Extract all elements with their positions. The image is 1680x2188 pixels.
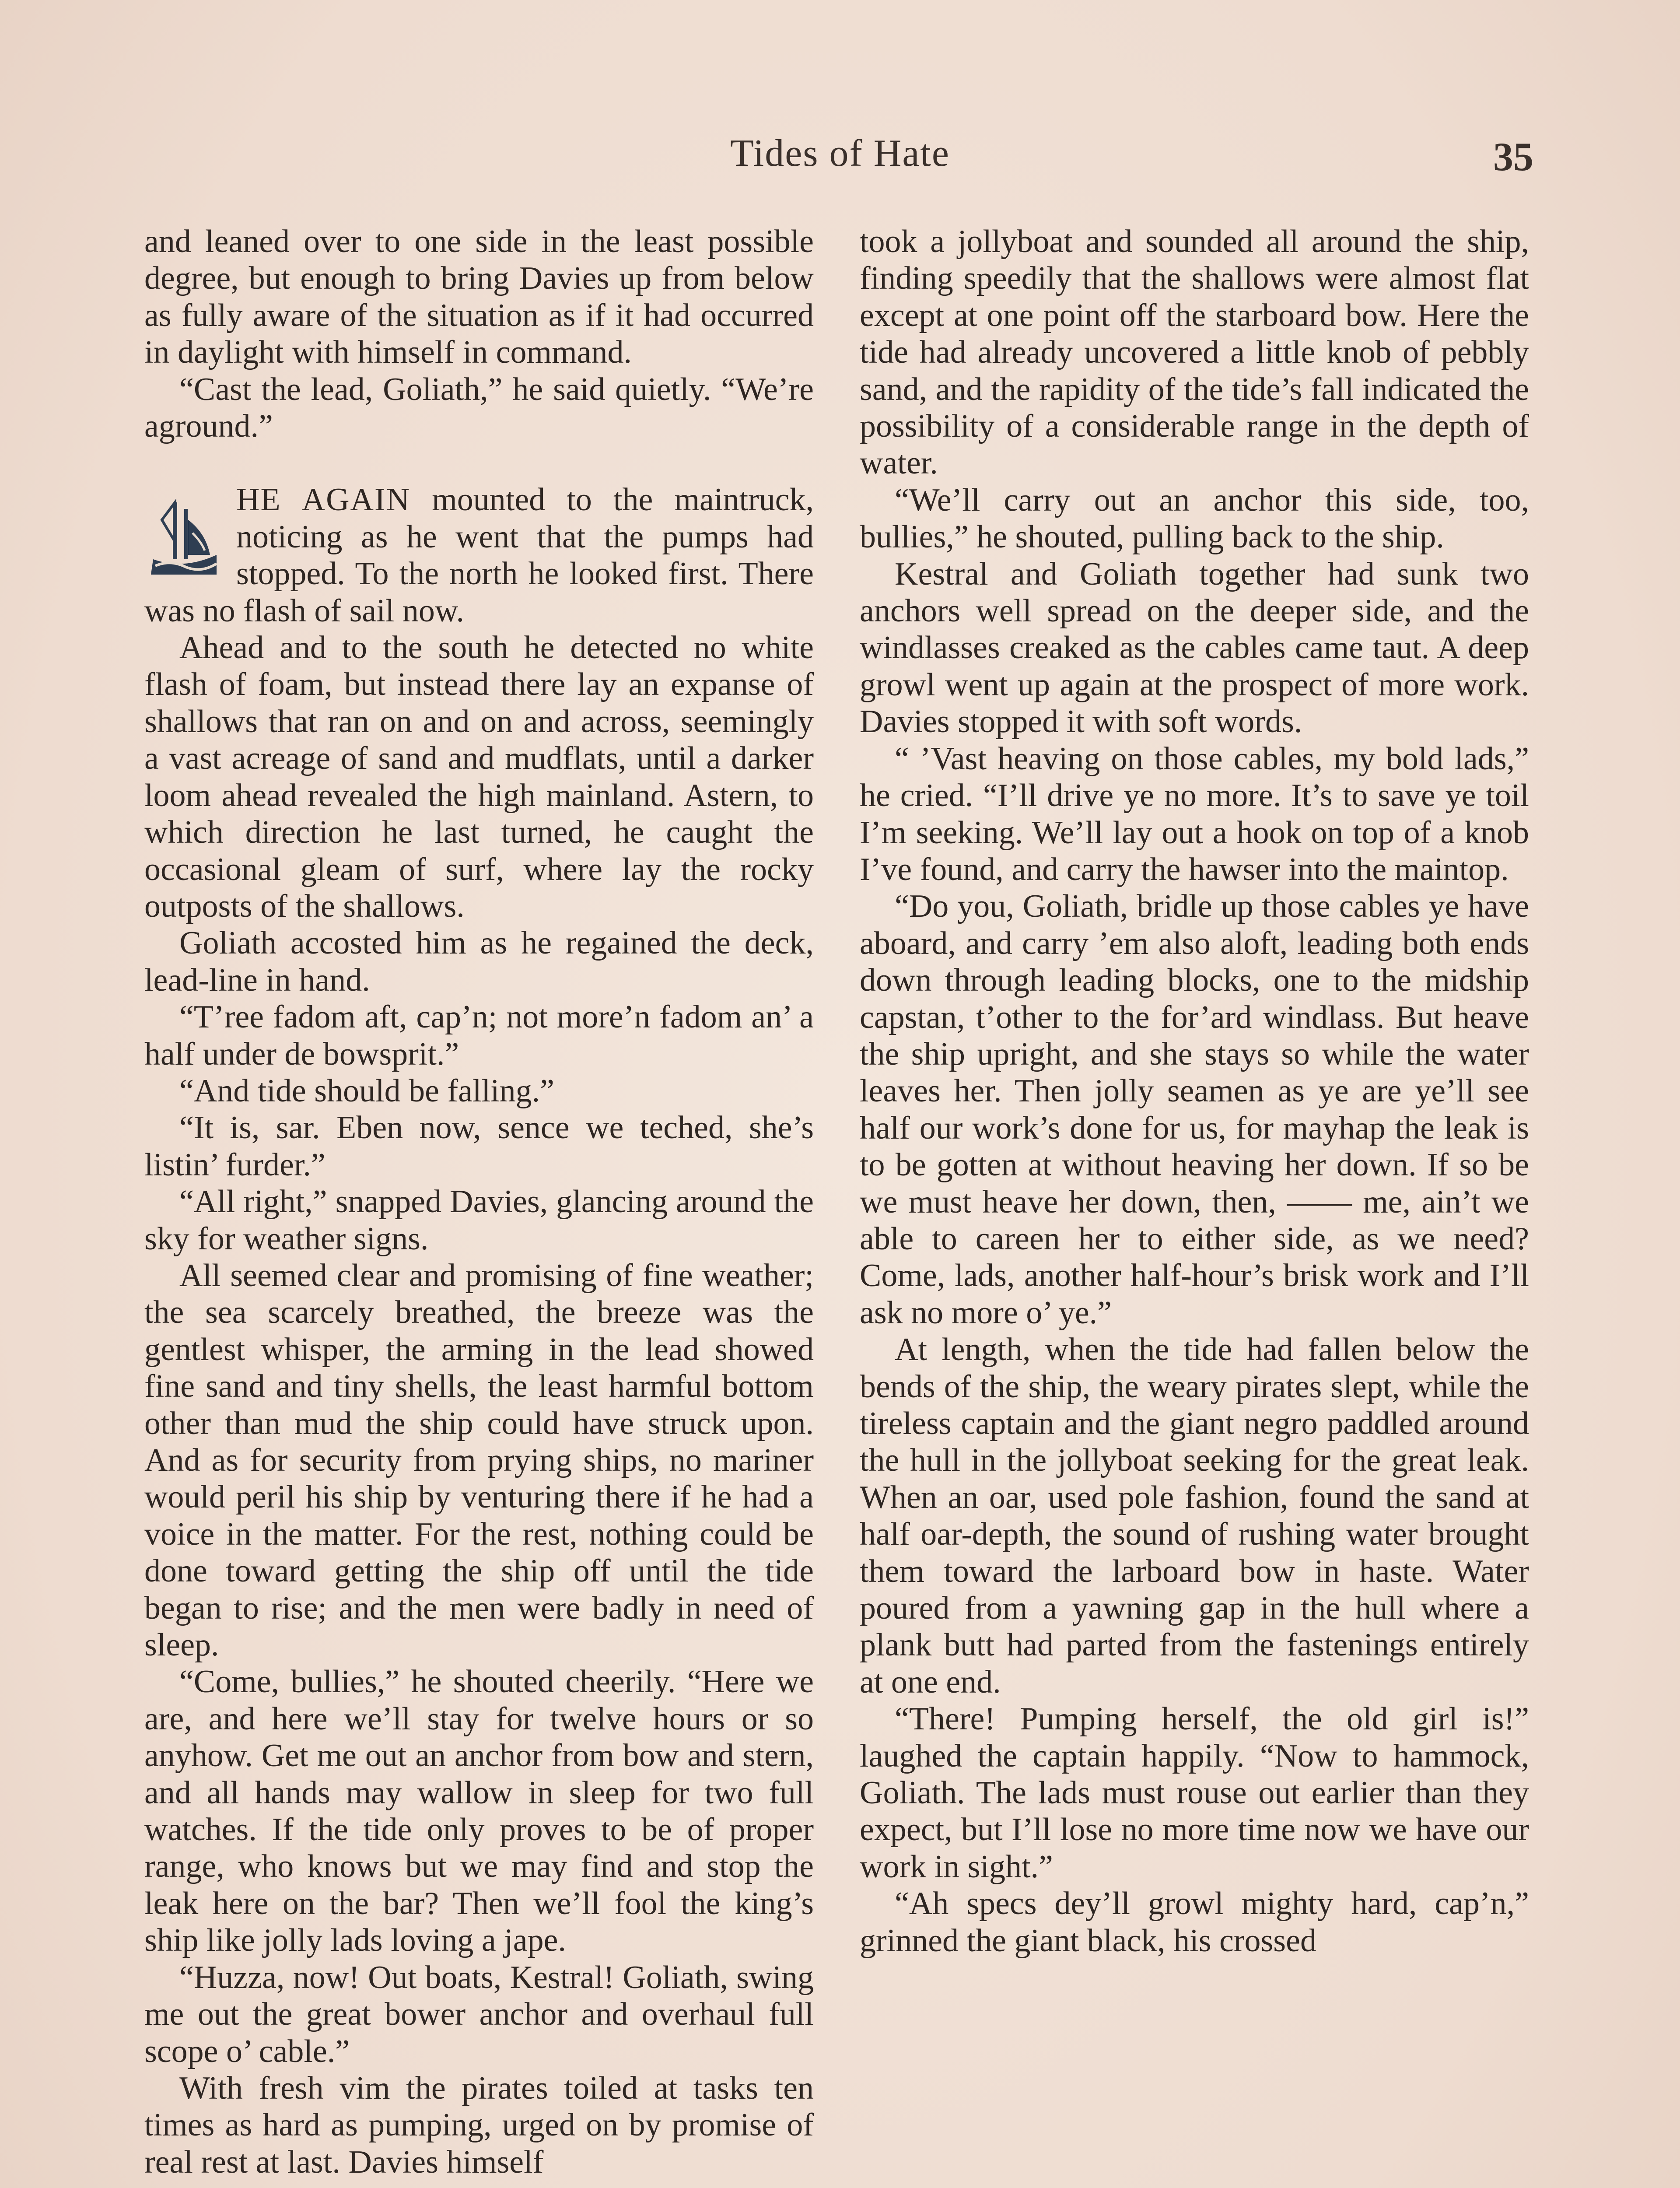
paragraph: and leaned over to one side in the least possible degree, but enough to bring Davies up from below as fully aware of the situation as if it had occurred in daylight with himself in command. bbox=[144, 224, 814, 371]
page-number: 35 bbox=[1493, 134, 1533, 179]
paragraph: “Huzza, now! Out boats, Kestral! Goliath, swing me out the great bower anchor and overhaul full scope o’ cable.” bbox=[144, 1959, 814, 2069]
ship-mast-icon bbox=[144, 494, 223, 577]
running-title: Tides of Hate bbox=[730, 132, 950, 175]
paragraph: With fresh vim the pirates toiled at tasks ten times as hard as pumping, urged on by promise of real rest at last. Davies himself bbox=[144, 2070, 814, 2180]
paragraph: “There! Pumping herself, the old girl is!” laughed the captain happily. “Now to hammock, Goliath. The lads must rouse out earlier than they expect, but I’ll lose no more time now we have our work in sight.” bbox=[860, 1701, 1529, 1885]
paragraph: “And tide should be falling.” bbox=[179, 1073, 554, 1109]
paragraph: Ahead and to the south he detected no white flash of foam, but instead there lay an expanse of shallows that ran on and on and across, seemingly a vast acreage of sand and mudflats, until a darker loom ahead revealed the high mainland. Astern, to which direction he last turned, he caught the occasional gleam of surf, where lay the rocky outposts of the shallows. bbox=[144, 630, 814, 924]
paragraph: “Come, bullies,” he shouted cheerily. “Here we are, and here we’ll stay for twelve hours or so anyhow. Get me out an anchor from bow and stern, and all hands may wallow in sleep for two full watches. If the tide only proves to be of proper range, who knows but we may find and stop the leak here on the bar? Then we’ll fool the king’s ship like jolly lads loving a jape. bbox=[144, 1664, 814, 1959]
paragraph: “Ah specs dey’ll growl mighty hard, cap’n,” grinned the giant black, his crossed bbox=[860, 1886, 1529, 1959]
paragraph: All seemed clear and promising of fine weather; the sea scarcely breathed, the breeze was the gentlest whisper, the arming in the lead showed fine sand and tiny shells, the least harmful bottom other than mud the ship could have struck upon. And as for security from prying ships, no mariner would peril his ship by venturing there if he had a voice in the matter. For the rest, nothing could be done toward getting the ship off until the tide began to rise; and the men were badly in need of sleep. bbox=[144, 1257, 814, 1663]
left-column bbox=[144, 223, 814, 2181]
paragraph: At length, when the tide had fallen below the bends of the ship, the weary pirates slept, while the tireless captain and the giant negro paddled around the hull in the jollyboat seeking for the great leak. When an oar, used pole fashion, found the sand at half oar-depth, the sound of rushing water brought them toward the larboard bow in haste. Water poured from a yawning gap in the hull where a plank butt had parted from the fastenings entirely at one end. bbox=[860, 1332, 1529, 1700]
section-lead-words: HE AGAIN bbox=[236, 482, 411, 518]
section-start-paragraph bbox=[144, 481, 814, 629]
right-column bbox=[860, 223, 1529, 1959]
paragraph: took a jollyboat and sounded all around the ship, finding speedily that the shallows were almost flat except at one point off the starboard bow. Here the tide had already uncovered a little knob of pebbly sand, and the rapidity of the tide’s fall indicated the possibility of a considerable range in the depth of water. bbox=[860, 224, 1529, 481]
paragraph: “We’ll carry out an anchor this side, too, bullies,” he shouted, pulling back to the ship. bbox=[860, 482, 1529, 555]
paragraph: “Cast the lead, Goliath,” he said quietly. “We’re aground.” bbox=[144, 371, 814, 445]
paragraph: “Do you, Goliath, bridle up those cables ye have aboard, and carry ’em also aloft, leading both ends down through leading blocks, one to the midship capstan, t’other to the for’ard windlass. But heave the ship upright, and she stays so while the water leaves her. Then jolly seamen as ye are ye’ll see half our work’s done for us, for mayhap the leak is to be gotten at without heaving her down. If so be we must heave her down, then, —— me, ain’t we able to careen her to either side, as we need? Come, lads, another half-hour’s brisk work and I’ll ask no more o’ ye.” bbox=[860, 888, 1529, 1331]
paragraph: “ ’Vast heaving on those cables, my bold lads,” he cried. “I’ll drive ye no more. It’s to save ye toil I’m seeking. We’ll lay out a hook on top of a knob I’ve found, and carry the hawser into the maintop. bbox=[860, 740, 1529, 887]
section-text: mounted to the maintruck, noticing as he went that the pumps had stopped. To the north he looked first. There was no flash of sail now. bbox=[144, 482, 814, 629]
paragraph: “All right,” snapped Davies, glancing around the sky for weather signs. bbox=[144, 1184, 814, 1257]
paragraph: “T’ree fadom aft, cap’n; not more’n fadom an’ a half under de bowsprit.” bbox=[144, 999, 814, 1072]
paragraph: “It is, sar. Eben now, sence we teched, she’s listin’ furder.” bbox=[144, 1110, 814, 1183]
paragraph: Kestral and Goliath together had sunk two anchors well spread on the deeper side, and the windlasses creaked as the cables came taut. A deep growl went up again at the prospect of more work. Davies stopped it with soft words. bbox=[860, 556, 1529, 740]
paragraph: Goliath accosted him as he regained the deck, lead-line in hand. bbox=[144, 925, 814, 998]
